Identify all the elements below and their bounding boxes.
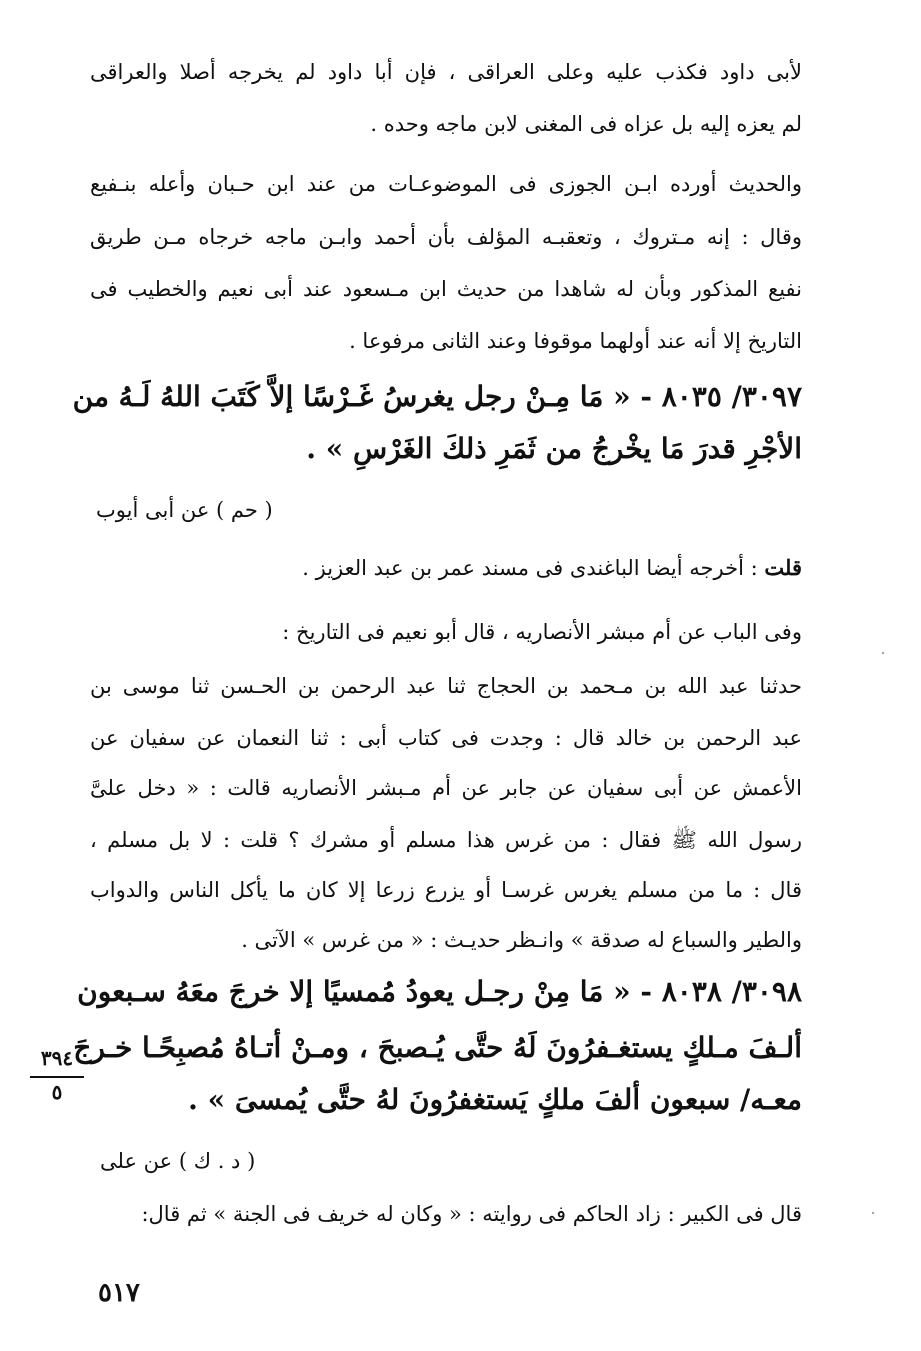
- text-line: لأبى داود فكذب عليه وعلى العراقى ، فإن أبا داود لم يخرجه أصلا والعراقى: [90, 60, 802, 84]
- margin-note-rule: [30, 1076, 84, 1078]
- hadith-text: ألـفَ مـلكٍ يستغـفرُونَ لَهُ حتَّى يُـصبحَ ، ومـنْ أتـاهُ مُصبِحًـا خـرجَ: [73, 1031, 802, 1064]
- margin-note-top: ٣٩٤: [40, 1046, 74, 1070]
- text-line: التاريخ إلا أنه عند أولهما موقوفا وعند الثانى مرفوعا .: [349, 329, 802, 353]
- hadith-text: ٣٠٩٧/ ٨٠٣٥ - « مَا مِـنْ رجل يغرسُ غَـرْسًا إلاَّ كَتَبَ اللهُ لَـهُ من: [72, 380, 802, 413]
- scan-speck: [872, 1212, 874, 1214]
- hadith-source: ( حم ) عن أبى أيوب: [96, 498, 273, 522]
- text-line: قال : ما من مسلم يغرس غرسـا أو يزرع زرعا إلا كان ما يأكل الناس والدواب: [90, 878, 802, 902]
- text-line: رسول الله ﷺ فقال : من غرس هذا مسلم أو مشرك ؟ قلت : لا بل مسلم ،: [90, 828, 802, 852]
- hadith-text: ٣٠٩٨/ ٨٠٣٨ - « مَا مِنْ رجـل يعودُ مُمسيًا إلا خرجَ معَهُ سـبعون: [77, 975, 802, 1008]
- text-line: لم يعزه إليه بل عزاه فى المغنى لابن ماجه وحده .: [370, 112, 802, 136]
- qult-text: : أخرجه أيضا الباغندى فى مسند عمر بن عبد العزيز .: [302, 556, 758, 580]
- text-line: الأعمش عن أبى سفيان عن جابر عن أم مـبشر الأنصاريه قالت : « دخل علىَّ: [90, 776, 802, 800]
- hadith-text: الأجْرِ قدرَ مَا يخْرجُ من ثَمَرِ ذلكَ الغَرْسِ » .: [306, 432, 802, 465]
- text-line: نفيع المذكور وبأن له شاهدا من حديث ابن مـسعود عند أبى نعيم والخطيب فى: [90, 277, 802, 301]
- text-line: وقال : إنه مـتروك ، وتعقبـه المؤلف بأن أحمد وابـن ماجه خرجاه مـن طريق: [90, 225, 802, 249]
- text-line: عبد الرحمن بن خالد قال : وجدت فى كتاب أبى : ثنا النعمان عن سفيان عن: [90, 726, 802, 750]
- page-number: ٥١٧: [98, 1278, 140, 1308]
- text-line: قال فى الكبير : زاد الحاكم فى روايته : « وكان له خريف فى الجنة » ثم قال:: [141, 1202, 802, 1226]
- hadith-source: ( د . ك ) عن على: [100, 1149, 256, 1173]
- qult-word: قلت: [764, 555, 802, 580]
- text-line: والطير والسباع له صدقة » وانـظر حديـث : « من غرس » الآتى .: [241, 928, 802, 952]
- margin-note-bottom: ٥: [51, 1080, 63, 1104]
- text-line: والحديث أورده ابـن الجوزى فى الموضوعـات من عند ابن حـبان وأعله بنـفيع: [90, 172, 802, 196]
- text-line: وفى الباب عن أم مبشر الأنصاريه ، قال أبو نعيم فى التاريخ :: [282, 620, 802, 644]
- qult-line: [90, 548, 802, 588]
- scan-speck: [882, 652, 884, 654]
- text-line: حدثنا عبد الله بن مـحمد بن الحجاج ثنا عبد الرحمن بن الحـسن ثنا موسى بن: [90, 674, 802, 698]
- margin-note: [30, 1046, 84, 1104]
- hadith-text: معـه/ سبعون ألفَ ملكٍ يَستغفرُونَ لهُ حتَّى يُمسىَ » .: [188, 1083, 802, 1116]
